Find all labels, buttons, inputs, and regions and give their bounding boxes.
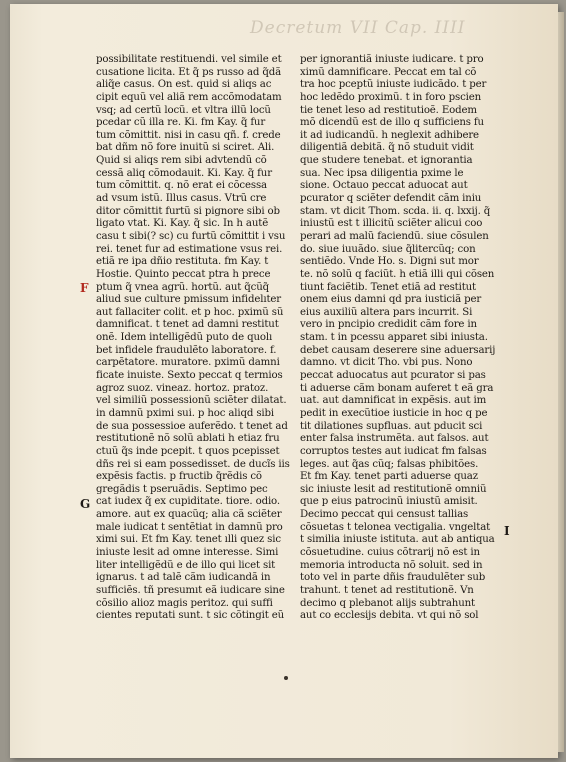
text-line: damnificat. t tenet ad damni restitut xyxy=(96,319,279,331)
text-line: iniuste lesit ad omne interesse. Simi xyxy=(96,546,279,558)
text-line: ctuũ q̃s inde pcepit. t quos pcepisset xyxy=(96,445,280,457)
running-header-show-through: Decretum VII Cap. IIII xyxy=(250,18,466,38)
text-line: vero in pncipio credidit cãm fore in xyxy=(300,319,477,331)
text-line: aliud sue culture pmissum infidelıter xyxy=(96,294,281,306)
text-line: do. siue iuuãdo. siue q̃litercũq; con xyxy=(300,243,476,255)
text-line: cessã aliq cõmodauit. Ki. Kay. q̃ fur xyxy=(96,167,272,179)
text-line: cõsilio alioz magis peritoz. qui suffi xyxy=(96,597,273,609)
text-line: iniustũ est t illicitũ sciẽter alicui coo xyxy=(300,218,483,230)
text-line: agroz suoz. vineaz. hortoz. pratoz. xyxy=(96,382,269,394)
text-line: aut co ecclesijs debita. vt qui nõ sol xyxy=(300,610,479,622)
text-line: expẽsis factis. p fructib q̃rẽdis cõ xyxy=(96,471,262,483)
text-line: cat iudex q̃ ex cupiditate. tiore. odio. xyxy=(96,496,280,508)
text-line: male iudicat t sentẽtiat in damnũ pro xyxy=(96,521,283,533)
text-line: ficate inuiste. Sexto peccat q termios xyxy=(96,370,283,382)
text-line: it ad iudicandũ. h neglexit adhibere xyxy=(300,129,479,141)
text-line: stam. t in pcessu apparet sibi iniusta. xyxy=(300,332,488,344)
text-line: vsq; ad certũ locũ. et vltra illũ locũ xyxy=(96,104,271,116)
text-line: de sua possessioe auferẽdo. t tenet ad xyxy=(96,420,288,432)
text-line: toto vel in parte dñis fraudulẽter sub xyxy=(300,572,486,584)
text-line: bat dñm nõ fore inuitũ si sciret. Ali. xyxy=(96,142,275,154)
text-line: tie tenet leso ad restitutioẽ. Eodem xyxy=(300,104,477,116)
text-line: que studere tenebat. et ignorantia xyxy=(300,155,473,167)
text-line: pcedar cũ illa re. Ki. fm Kay. q̃ fur xyxy=(96,117,266,129)
text-line: Quid si aliqs rem sibi advtendũ cõ xyxy=(96,155,267,167)
text-line: eius auxiliũ altera pars incurrit. Si xyxy=(300,306,473,318)
text-line: onẽ. Idem intelligẽdũ puto de quolı xyxy=(96,332,273,344)
text-line: ptum q̃ vnea agrũ. hortũ. aut q̃cũq̃ xyxy=(96,281,270,293)
text-line: damno. vt dicit Tho. vbi pus. Nono xyxy=(300,357,473,369)
text-line: pcurator q sciẽter defendit cãm iniu xyxy=(300,193,482,205)
text-line: sic iniuste lesit ad restitutionẽ omniũ xyxy=(300,483,487,495)
text-line: enter falsa instrumẽta. aut falsos. aut xyxy=(300,433,489,445)
text-line: rei. tenet fur ad estimatione vsus rei. xyxy=(96,243,283,255)
margin-letter-i: I xyxy=(504,524,510,538)
text-line: cõsuetas t telonea vectigalia. vngeltat xyxy=(300,521,491,533)
text-line: amore. aut ex quacũq; alia cã sciẽter xyxy=(96,509,282,521)
text-line: in damnũ pximi sui. p hoc aliqd sibi xyxy=(96,407,275,419)
text-line: hoc ledẽdo proximũ. t in foro pscien xyxy=(300,91,482,103)
text-line: trahunt. t tenet ad restitutionẽ. Vn xyxy=(300,584,474,596)
text-line: sione. Octauo peccat aduocat aut xyxy=(300,180,468,192)
margin-letter-g: G xyxy=(80,497,91,511)
text-line: pedit in execũtioe iusticie in hoc q pe xyxy=(300,407,488,419)
text-line: etiã re ipa dñio restituta. fm Kay. t xyxy=(96,256,269,268)
text-line: sufficiẽs. tñ presumıt eã iudicare sine xyxy=(96,584,285,596)
text-line: leges. aut q̃as cũq; falsas phibitões. xyxy=(300,458,479,470)
text-line: carpẽtatore. muratore. pximũ damni xyxy=(96,357,280,369)
text-line: sua. Nec ipsa diligentia pxime le xyxy=(300,167,464,179)
text-line: t similia iniuste istituta. aut ab antiqua xyxy=(300,534,495,546)
text-line: memoria introducta nõ soluit. sed in xyxy=(300,559,483,571)
text-line: cipit equũ vel aliã rem accõmodatam xyxy=(96,91,282,103)
text-line: tit dilationes supfluas. aut pducit sci xyxy=(300,420,483,432)
text-line: gregãdis t pseruãdis. Septimo pec xyxy=(96,483,268,495)
text-line: aut fallaciter colit. et p hoc. pximũ sũ xyxy=(96,306,284,318)
text-line: sentiẽdo. Vnde Ho. s. Digni sut mor xyxy=(300,256,479,268)
text-line: perari ad malũ faciendũ. siue cõsulen xyxy=(300,230,489,242)
text-line: ximi sui. Et fm Kay. tenet ılli quez sic xyxy=(96,534,281,546)
page-edge xyxy=(558,12,564,752)
text-line: Hostie. Quinto peccat ptra h̃ prece xyxy=(96,268,271,280)
text-line: tiunt faciẽtib. Tenet etiã ad restitut xyxy=(300,281,477,293)
text-line: cientes reputati sunt. t sic cõtingit eũ xyxy=(96,610,285,622)
left-text-column xyxy=(96,54,294,623)
text-line: te. nõ solũ q faciũt. h etiã illi qui cõsen xyxy=(300,268,495,280)
text-line: ti aduerse cãm bonam auferet t eã gra xyxy=(300,382,494,394)
text-line: ignarus. t ad talẽ cãm iudicandã in xyxy=(96,572,271,584)
text-line: tum cõmittit. q. nõ erat ei cõcessa xyxy=(96,180,267,192)
text-line: decimo q plebanot alijs subtrahunt xyxy=(300,597,475,609)
text-line: que p eius patrocinũ iniustũ amisit. xyxy=(300,496,478,508)
margin-letter-f: F xyxy=(80,281,89,295)
text-line: ximũ damnificare. Peccat em tal cõ xyxy=(300,66,477,78)
text-line: ligato vtat. Ki. Kay. q̃ sic. In h autẽ xyxy=(96,218,269,230)
text-line: cusatione licita. Et q̃ ps russo ad q̃dã xyxy=(96,66,282,78)
text-line: corruptos testes aut iudicat fm falsas xyxy=(300,445,487,457)
ink-speck xyxy=(284,676,288,680)
text-line: stam. vt dicit Thom. scda. ii. q. lxxij. q̃ xyxy=(300,205,491,217)
text-line: restitutionẽ nõ solũ ablati h etiaz fru xyxy=(96,433,280,445)
text-line: tum cõmittit. nisi in casu qñ. f. crede xyxy=(96,129,281,141)
text-line: tra hoc pceptũ iniuste iudicãdo. t per xyxy=(300,79,487,91)
text-line: ditor cõmittit furtũ si pignore sibi ob xyxy=(96,205,280,217)
text-line: diligentiã debitã. q̃ nõ studuit vidit xyxy=(300,142,474,154)
text-line: Et fm Kay. tenet parti aduerse quaz xyxy=(300,471,478,483)
text-line: Decimo peccat qui censust tallias xyxy=(300,509,469,521)
right-text-column xyxy=(300,54,500,623)
text-line: casu t sibi(? sc) cu furtũ cõmittit i vsu xyxy=(96,230,286,242)
text-line: peccat aduocatus aut pcurator si pas xyxy=(300,370,486,382)
text-line: aliq̃e casus. Ön est. quid si aliqs ac xyxy=(96,79,272,91)
text-line: onem eius damni qd pra iusticiã per xyxy=(300,294,482,306)
text-line: uat. aut damnificat in expẽsis. aut im xyxy=(300,395,487,407)
text-line: bet infidele fraudulẽto laboratore. f. xyxy=(96,344,277,356)
text-line: liter intelligẽdũ e de illo qui licet sit xyxy=(96,559,276,571)
text-line: mõ dicendũ est de illo q sufficiens fu xyxy=(300,117,484,129)
text-line: ad vsum istũ. Illus casus. Vtrũ cre xyxy=(96,193,267,205)
text-line: debet causam deserere sine aduersarij xyxy=(300,344,496,356)
text-line: per ignorantiã iniuste iudicare. t pro xyxy=(300,54,484,65)
text-line: vel similiũ possessionũ sciẽter dilatat. xyxy=(96,395,287,407)
text-line: dñs rei si eam possedisset. de ducĩs iis xyxy=(96,458,290,470)
text-line: cõsuetudine. cuius cõtrarij nõ est in xyxy=(300,546,480,558)
text-line: possibilitate restituendi. vel simile et xyxy=(96,54,282,65)
